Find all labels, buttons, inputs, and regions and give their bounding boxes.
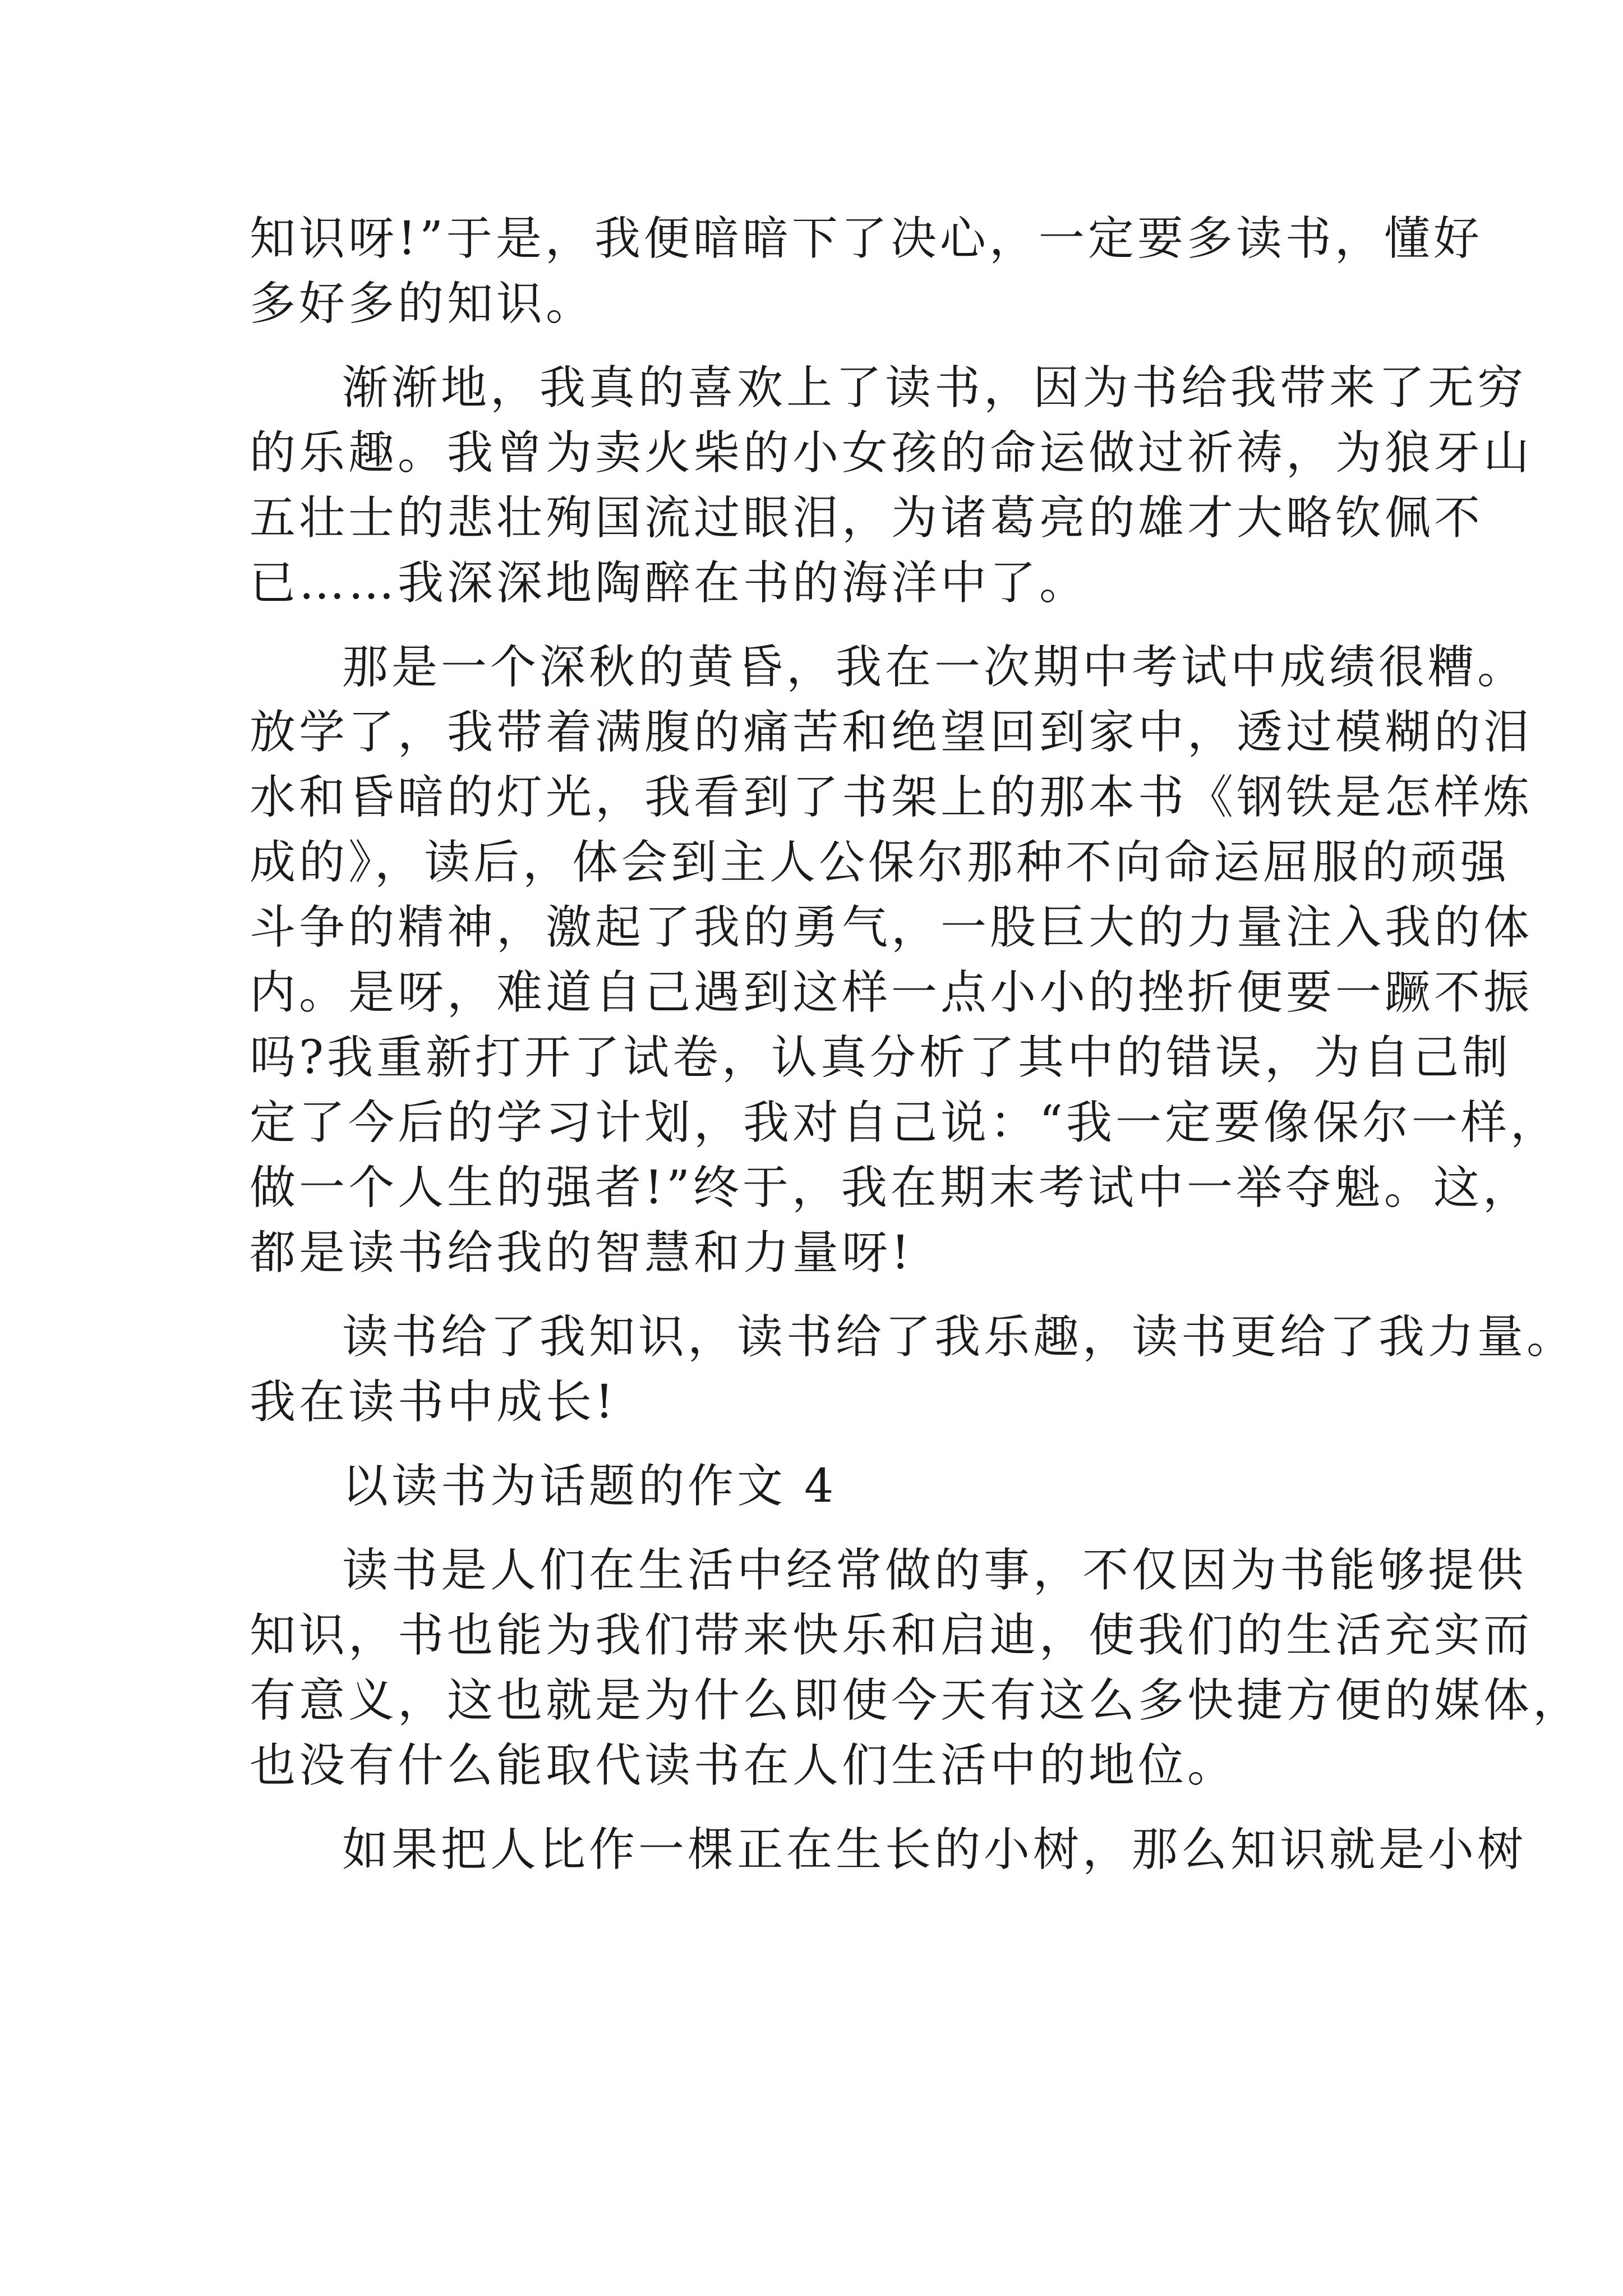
heading-text: 以读书为话题的作文 4 <box>342 1460 837 1513</box>
text-line: 水和昏暗的灯光，我看到了书架上的那本书《钢铁是怎样炼 <box>250 771 1533 824</box>
text-line: 成的》，读后，体会到主人公保尔那种不向命运屈服的顽强 <box>250 836 1510 889</box>
section-heading <box>250 1454 1394 1519</box>
text-line: 多好多的知识。 <box>250 277 596 330</box>
text-line: 五壮士的悲壮殉国流过眼泪，为诸葛亮的雄才大略钦佩不 <box>250 491 1484 545</box>
body-text <box>250 206 1583 1883</box>
text-line: 放学了，我带着满腹的痛苦和绝望回到家中，透过模糊的泪 <box>250 706 1533 759</box>
paragraph <box>250 1818 1527 1883</box>
text-line: 知识，书也能为我们带来快乐和启迪，使我们的生活充实而 <box>250 1609 1533 1662</box>
text-line: 那是一个深秋的黄昏，我在一次期中考试中成绩很糟。 <box>342 641 1527 694</box>
text-line: 斗争的精神，激起了我的勇气，一股巨大的力量注入我的体 <box>250 901 1533 954</box>
text-line: 知识呀!”于是，我便暗暗下了决心，一定要多读书，懂好 <box>250 212 1483 265</box>
paragraph <box>250 635 1560 1286</box>
paragraph <box>250 356 1533 616</box>
text-line: 定了今后的学习计划，我对自己说：“我一定要像保尔一样， <box>250 1096 1560 1149</box>
text-line: 读书是人们在生活中经常做的事，不仅因为书能够提供 <box>342 1544 1527 1597</box>
text-line: 如果把人比作一棵正在生长的小树，那么知识就是小树 <box>342 1823 1527 1876</box>
text-line: 做一个人生的强者!”终于，我在期末考试中一举夺魁。这， <box>250 1161 1532 1214</box>
paragraph <box>250 1305 1576 1435</box>
text-line: 渐渐地，我真的喜欢上了读书，因为书给我带来了无穷 <box>342 361 1527 415</box>
text-line: 有意义，这也就是为什么即使今天有这么多快捷方便的媒体， <box>250 1674 1583 1727</box>
text-line: 的乐趣。我曾为卖火柴的小女孩的命运做过祈祷，为狼牙山 <box>250 426 1533 480</box>
text-line: 我在读书中成长! <box>250 1375 617 1429</box>
paragraph <box>250 206 1483 337</box>
text-line: 都是读书给我的智慧和力量呀! <box>250 1226 913 1280</box>
text-line: 吗?我重新打开了试卷，认真分析了其中的错误，为自己制 <box>250 1031 1511 1084</box>
text-line: 内。是呀，难道自己遇到这样一点小小的挫折便要一蹶不振 <box>250 966 1533 1019</box>
text-line: 已……我深深地陶醉在书的海洋中了。 <box>250 556 1089 610</box>
paragraph <box>250 1538 1583 1798</box>
text-line: 也没有什么能取代读书在人们生活中的地位。 <box>250 1739 1237 1792</box>
text-line: 读书给了我知识，读书给了我乐趣，读书更给了我力量。 <box>342 1310 1576 1364</box>
